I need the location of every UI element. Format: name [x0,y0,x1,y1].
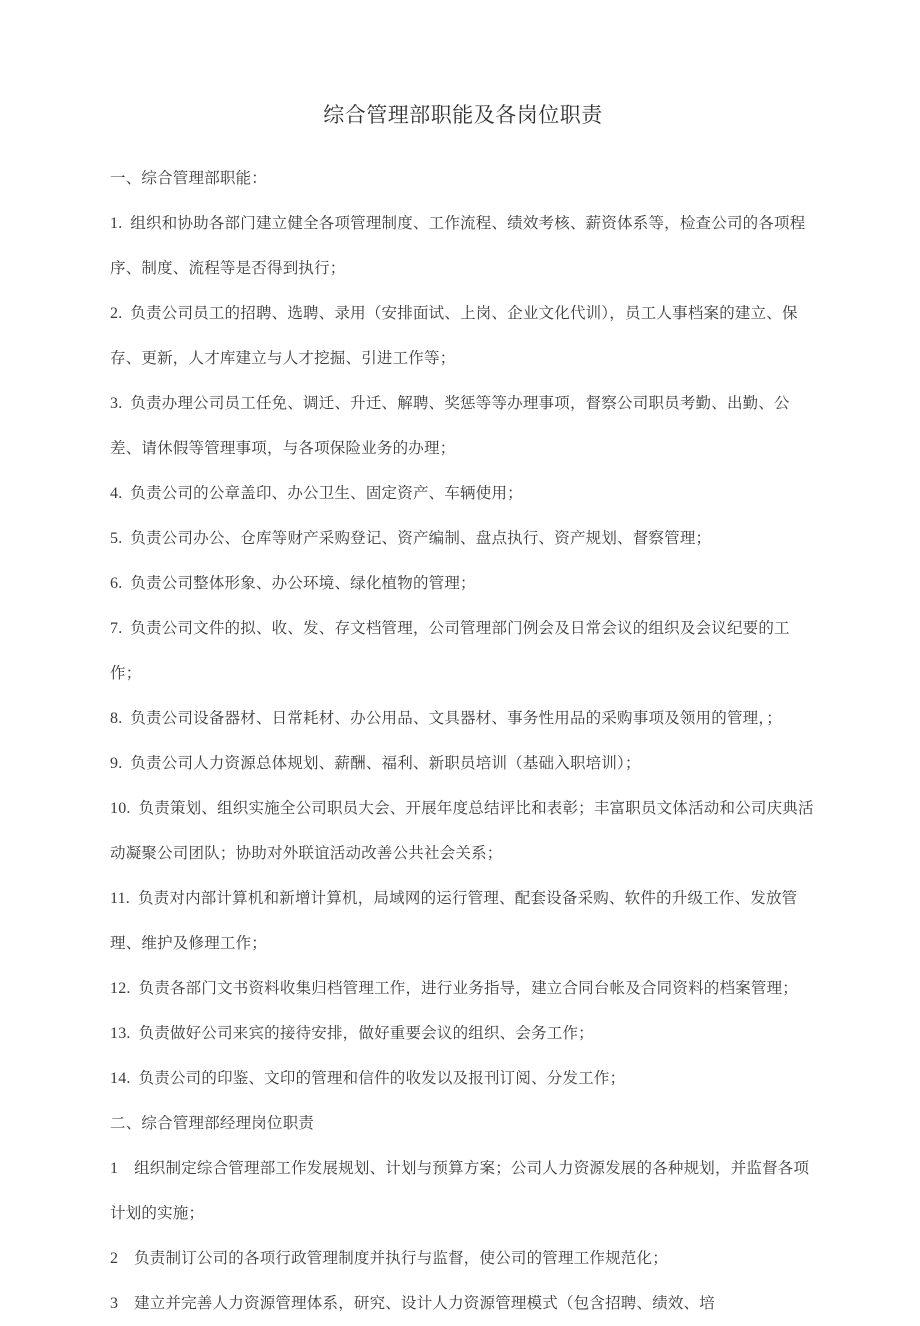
clause-text: 负责公司员工的招聘、选聘、录用（安排面试、上岗、企业文化代训），员工人事档案的建立、保存、更新，人才库建立与人才挖掘、引进工作等； [110,305,798,367]
clause-item [110,561,816,606]
clause-text: 负责公司设备器材、日常耗材、办公用品、文具器材、事务性用品的采购事项及领用的管理，； [130,710,783,727]
clause-text: 负责公司文件的拟、收、发、存文档管理，公司管理部门例会及日常会议的组织及会议纪要的工作； [110,620,790,682]
clause-text: 组织和协助各部门建立健全各项管理制度、工作流程、绩效考核、薪资体系等，检查公司的各项程序、制度、流程等是否得到执行； [110,215,806,277]
clause-item [110,966,816,1011]
clause-item [110,516,816,561]
clause-text: 负责做好公司来宾的接待安排，做好重要会议的组织、会务工作； [138,1025,594,1042]
clause-text: 负责公司人力资源总体规划、薪酬、福利、新职员培训（基础入职培训）； [130,755,641,772]
clause-number: 12. [110,980,131,997]
clause-number: 9. [110,755,123,772]
clause-item [110,1236,816,1281]
clause-item [110,741,816,786]
clause-text: 组织制定综合管理部工作发展规划、计划与预算方案；公司人力资源发展的各种规划，并监督各项计划的实施； [110,1160,810,1222]
clause-number: 3. [110,395,123,412]
clause-text: 负责公司整体形象、办公环境、绿化植物的管理； [130,575,476,592]
document-body [110,100,816,1326]
clause-number: 11. [110,890,131,907]
clause-item [110,1011,816,1056]
document-content [110,156,816,1326]
clause-number: 2 [110,1250,119,1267]
clause-number: 1. [110,215,123,232]
clause-text: 负责对内部计算机和新增计算机，局域网的运行管理、配套设备采购、软件的升级工作、发放管理、维护及修理工作； [110,890,798,952]
clause-text: 负责公司的公章盖印、办公卫生、固定资产、车辆使用； [130,485,523,502]
clause-number: 1 [110,1160,119,1177]
clause-item [110,786,816,876]
clause-number: 13. [110,1025,131,1042]
clause-text: 负责各部门文书资料收集归档管理工作，进行业务指导，建立合同台帐及合同资料的档案管理； [138,980,798,997]
clause-item [110,696,816,741]
clause-item [110,381,816,471]
clause-number: 7. [110,620,123,637]
clause-number: 10. [110,800,131,817]
clause-number: 3 [110,1295,119,1312]
clause-item [110,1281,816,1326]
clause-text: 负责策划、组织实施全公司职员大会、开展年度总结评比和表彰；丰富职员文体活动和公司庆典活动凝聚公司团队；协助对外联谊活动改善公共社会关系； [110,800,814,862]
clause-item [110,471,816,516]
section-heading: 一、综合管理部职能： [110,170,268,187]
clause-number: 8. [110,710,123,727]
clause-number: 14. [110,1070,131,1087]
clause-item [110,606,816,696]
clause-item [110,1056,816,1101]
clause-text: 负责制订公司的各项行政管理制度并执行与监督，使公司的管理工作规范化； [134,1250,668,1267]
clause-text: 负责办理公司员工任免、调迁、升迁、解聘、奖惩等等办理事项，督察公司职员考勤、出勤、公差、请休假等管理事项，与各项保险业务的办理； [110,395,790,457]
clause-item [110,876,816,966]
clause-item [110,291,816,381]
clause-item [110,201,816,291]
clause-number: 4. [110,485,123,502]
clause-item [110,1146,816,1236]
page-title: 综合管理部职能及各岗位职责 [323,104,603,127]
clause-number: 6. [110,575,123,592]
section-heading: 二、综合管理部经理岗位职责 [110,1115,315,1132]
clause-text: 负责公司办公、仓库等财产采购登记、资产编制、盘点执行、资产规划、督察管理； [130,530,712,547]
clause-number: 2. [110,305,123,322]
clause-number: 5. [110,530,123,547]
clause-text: 负责公司的印鉴、文印的管理和信件的收发以及报刊订阅、分发工作； [138,1070,626,1087]
clause-text: 建立并完善人力资源管理体系，研究、设计人力资源管理模式（包含招聘、绩效、培 [134,1295,716,1312]
